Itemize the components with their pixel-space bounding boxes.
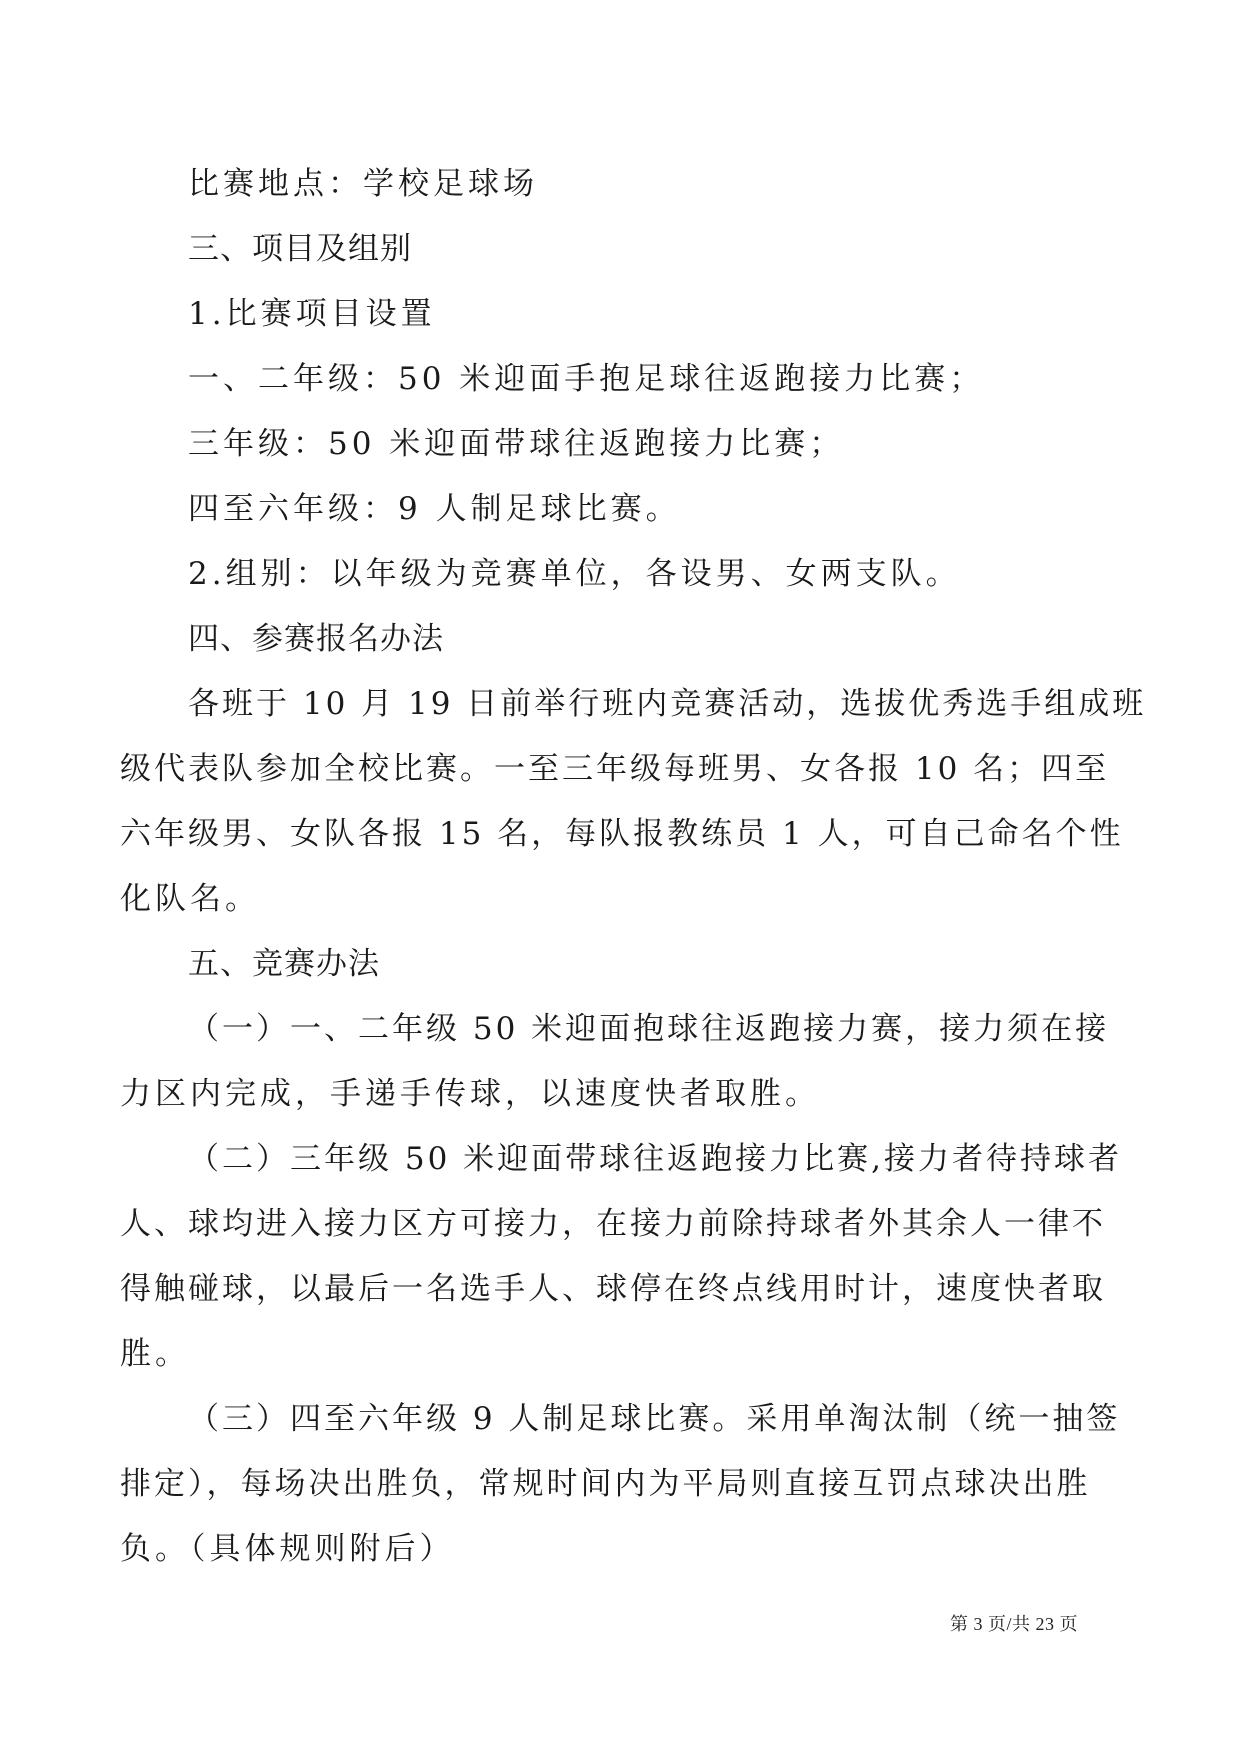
rule-two-line: 胜。	[120, 1336, 190, 1372]
page-number: 第 3 页/共 23 页	[950, 1614, 1079, 1634]
item-title-events: 1.比赛项目设置	[188, 296, 436, 332]
rule-one-line: （一）一、二年级 50 米迎面抱球往返跑接力赛，接力须在接	[188, 1011, 1110, 1047]
registration-paragraph-line: 级代表队参加全校比赛。一至三年级每班男、女各报 10 名；四至	[120, 751, 1110, 787]
event-line-grade46: 四至六年级：9 人制足球比赛。	[188, 491, 681, 527]
groups-line: 2.组别：以年级为竞赛单位，各设男、女两支队。	[188, 556, 961, 592]
registration-paragraph-line: 六年级男、女队各报 15 名，每队报教练员 1 人，可自己命名个性	[120, 816, 1124, 852]
rule-two-line: 人、球均进入接力区方可接力，在接力前除持球者外其余人一律不	[120, 1206, 1106, 1242]
section-heading-registration: 四、参赛报名办法	[188, 621, 444, 657]
rule-three-line: 负。（具体规则附后）	[120, 1531, 455, 1567]
venue-line: 比赛地点：学校足球场	[188, 166, 538, 202]
rule-two-line: （二）三年级 50 米迎面带球往返跑接力比赛,接力者待持球者	[188, 1141, 1123, 1177]
registration-paragraph-line: 各班于 10 月 19 日前举行班内竞赛活动，选拔优秀选手组成班	[188, 686, 1147, 722]
section-heading-projects: 三、项目及组别	[188, 231, 412, 267]
registration-paragraph-line: 化队名。	[120, 881, 260, 917]
rule-three-line: （三）四至六年级 9 人制足球比赛。采用单淘汰制（统一抽签	[188, 1401, 1121, 1437]
rule-three-line: 排定），每场决出胜负，常规时间内为平局则直接互罚点球决出胜	[120, 1466, 1091, 1502]
rule-two-line: 得触碰球，以最后一名选手人、球停在终点线用时计，速度快者取	[120, 1271, 1106, 1307]
event-line-grade3: 三年级：50 米迎面带球往返跑接力比赛；	[188, 426, 845, 462]
rule-one-line: 力区内完成，手递手传球，以速度快者取胜。	[120, 1076, 820, 1112]
section-heading-competition: 五、竞赛办法	[188, 946, 380, 982]
event-line-grade12: 一、二年级：50 米迎面手抱足球往返跑接力比赛；	[188, 361, 985, 397]
